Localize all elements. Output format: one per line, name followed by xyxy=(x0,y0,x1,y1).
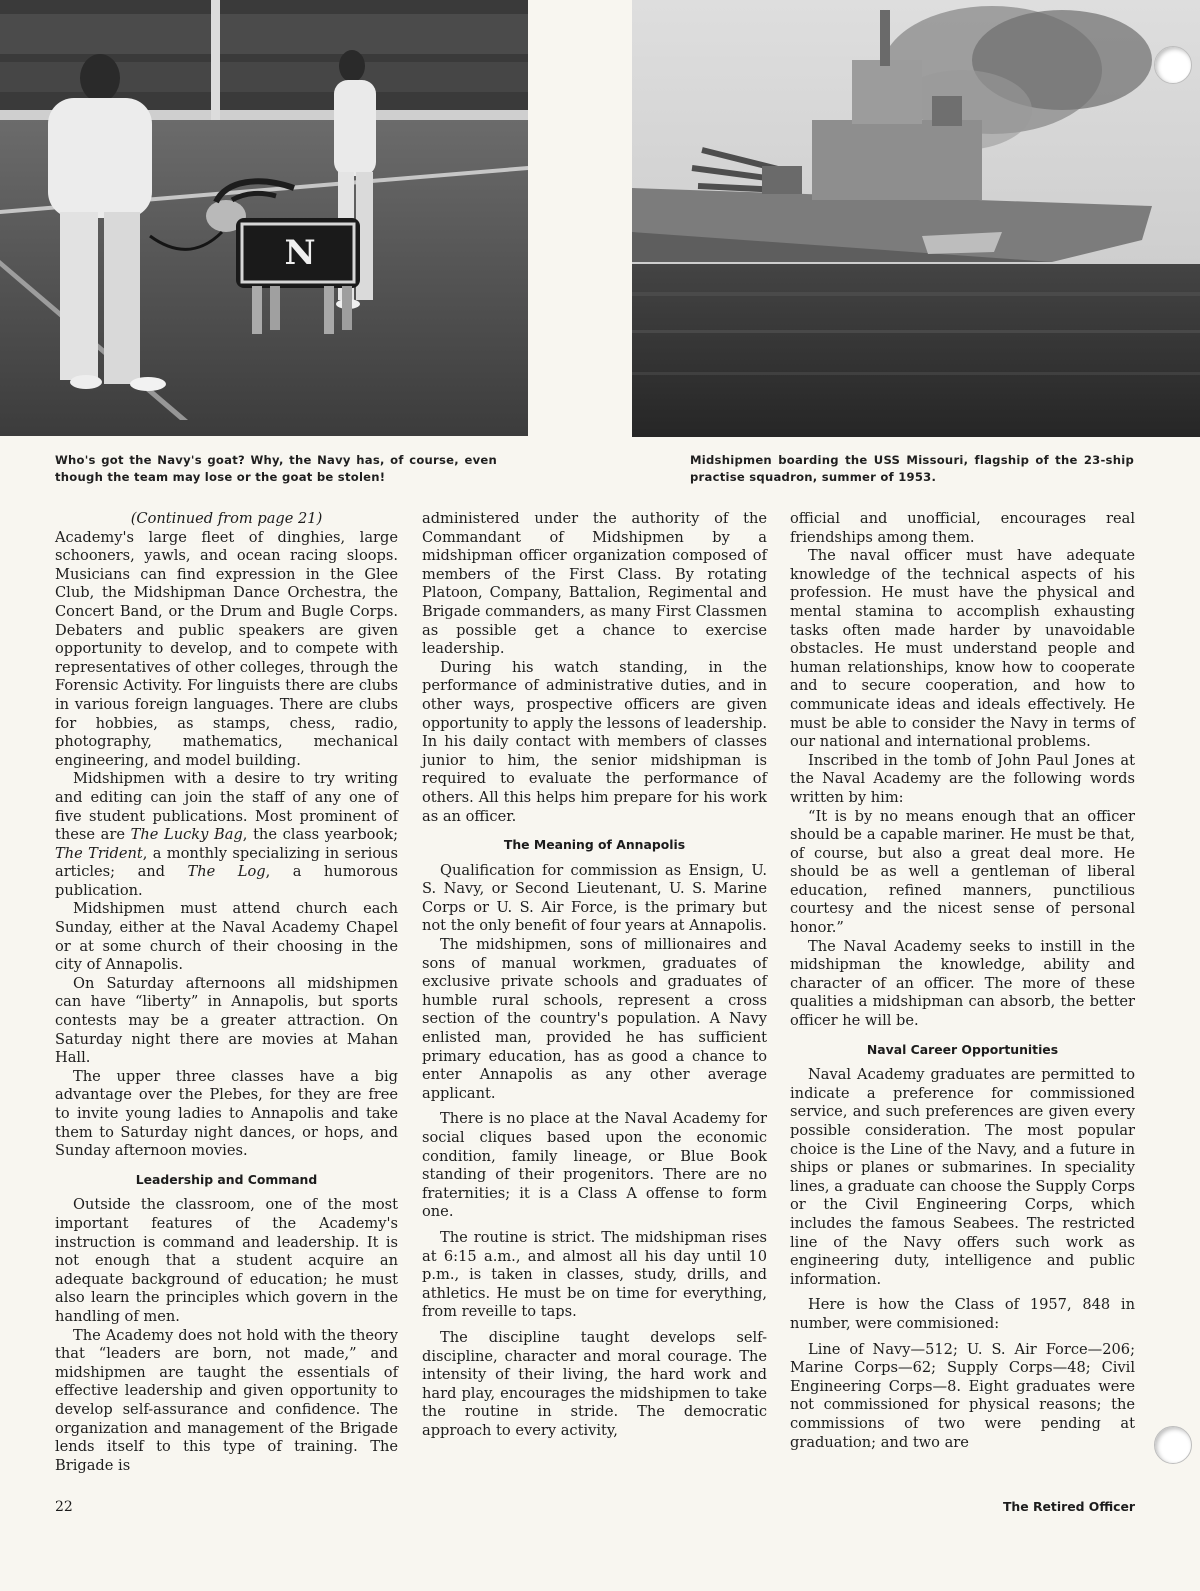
section-heading: Leadership and Command xyxy=(135,1171,318,1187)
section-heading: Naval Career Opportunities xyxy=(866,1041,1059,1057)
paragraph: Line of Navy—512; U. S. Air Force—206; Marine Corps—62; Supply Corps—48; Civil Engineering Corps—8. Eight graduates were not commissioned for physical reasons; the commissions of two were pending at graduation; and two are xyxy=(790,1340,1135,1451)
paragraph: During his watch standing, in the performance of administrative duties, and in other ways, prospective officers are given opportunity to apply the lessons of leadership. In his daily contact with members of classes junior to him, the senior midshipman is required to evaluate the performance of others. All this helps him prepare for his work as an officer. xyxy=(422,658,767,825)
paragraph: Here is how the Class of 1957, 848 in number, were commisioned: xyxy=(790,1296,1135,1332)
paragraph: The Academy does not hold with the theory that “leaders are born, not made,” and midshipmen are taught the essentials of effective leadership and given opportunity to develop self-assurance and confidence. The organization and management of the Brigade lends itself to this type of training. The Brigade is xyxy=(55,1326,398,1474)
paragraph: Qualification for commission as Ensign, U. S. Navy, or Second Lieutenant, U. S. Marine Corps or U. S. Air Force, is the primary but not the only benefit of four years at Annapolis. xyxy=(422,861,767,935)
article-column-3 xyxy=(790,510,1135,1452)
paragraph: The upper three classes have a big advantage over the Plebes, for they are free to invite young ladies to Annapolis and take them to Saturday night dances, or hops, and Sunday afternoon movies. xyxy=(55,1067,398,1160)
paragraph: The naval officer must have adequate knowledge of the technical aspects of his profession. He must have the physical and mental stamina to accomplish exhausting tasks often made harder by unavoidable obstacles. He must understand people and human relationships, know how to cooperate and to secure cooperation, and how to communicate ideas and ideals effectively. He must be able to consider the Navy in terms of our national and international problems. xyxy=(790,547,1135,751)
paragraph: Naval Academy graduates are permitted to indicate a preference for commissioned service, and such preferences are given every possible consideration. The most popular choice is the Line of the Navy, and a future in ships or planes or submarines. In speciality lines, a graduate can choose the Supply Corps or the Civil Engineering Corps, which includes the famous Seabees. The restricted line of the Navy offers such work as engineering duty, intelligence and public information. xyxy=(790,1066,1135,1288)
continued-note: (Continued from page 21) xyxy=(130,510,323,527)
paragraph: Inscribed in the tomb of John Paul Jones at the Naval Academy are the following words written by him: xyxy=(790,751,1135,806)
text: Midshipmen with a desire to try writing and editing can join the staff of any one of five student publications. Most prominent of these are xyxy=(55,770,398,844)
text: , the class yearbook; xyxy=(242,826,398,844)
goat-photo-caption: Who's got the Navy's goat? Why, the Navy has, of course, even though the team may lose or the goat be stolen! xyxy=(55,453,497,484)
publication-title: The Trident xyxy=(55,844,143,862)
paragraph: official and unofficial, encourages real friendships among them. xyxy=(790,510,1135,546)
missouri-photo-caption: Midshipmen boarding the USS Missouri, flagship of the 23-ship practise squadron, summer of 1953. xyxy=(690,453,1134,484)
article-column-1 xyxy=(55,510,398,1475)
paragraph: There is no place at the Naval Academy for social cliques based upon the economic condition, family lineage, or Blue Book standing of their progenitors. There are no fraternities; it is a Class A offense to form one. xyxy=(422,1110,767,1221)
page-number: 22 xyxy=(55,1499,73,1515)
text: , a humorous publication. xyxy=(55,863,398,899)
goat-mascot-photo xyxy=(0,0,528,436)
paragraph: The routine is strict. The midshipman rises at 6:15 a.m., and almost all his day until 10 p.m., is taken in classes, study, drills, and athletics. He must be on time for everything, from reveille to taps. xyxy=(422,1228,767,1321)
article-column-2 xyxy=(422,510,767,1441)
text: , a monthly specializing in serious articles; and xyxy=(55,844,399,881)
paragraph: On Saturday afternoons all midshipmen can have “liberty” in Annapolis, but sports contests may be a greater attraction. On Saturday night there are movies at Mahan Hall. xyxy=(55,974,398,1067)
quote-paragraph: “It is by no means enough that an officer should be a capable mariner. He must be that, of course, but also a great deal more. He should be as well a gentleman of liberal education, refined manners, punctilious courtesy and the nicest sense of personal honor.” xyxy=(790,807,1135,937)
magazine-title: The Retired Officer xyxy=(1002,1499,1135,1514)
paragraph: Outside the classroom, one of the most important features of the Academy's instruction is command and leadership. It is not enough that a student acquire an adequate background of education; he must also learn the principles which govern in the handling of men. xyxy=(55,1196,398,1325)
paragraph: The midshipmen, sons of millionaires and sons of manual workmen, graduates of exclusive private schools and graduates of humble rural schools, represent a cross section of the country's population. A Navy enlisted man, provided he has sufficient primary education, has as good a chance to enter Annapolis as any other average applicant. xyxy=(422,936,767,1102)
blanket-letter: N xyxy=(284,233,316,273)
binder-hole xyxy=(1154,46,1192,84)
publication-title: The Lucky Bag xyxy=(130,826,243,844)
paragraph-publications xyxy=(55,770,398,900)
uss-missouri-photo xyxy=(632,0,1200,437)
paragraph: Midshipmen must attend church each Sunday, either at the Naval Academy Chapel or at some church of their choosing in the city of Annapolis. xyxy=(55,900,398,974)
paragraph: Academy's large fleet of dinghies, large schooners, yawls, and ocean racing sloops. Musicians can find expression in the Glee Club, the Midshipman Dance Orchestra, the Concert Band, or the Drum and Bugle Corps. Debaters and public speakers are given opportunity to develop, and to compete with representatives of other colleges, through the Forensic Activity. For linguists there are clubs in various foreign languages. There are clubs for hobbies, as stamps, chess, radio, photography, mathematics, mechanical engineering, and model building. xyxy=(55,528,398,769)
section-heading: The Meaning of Annapolis xyxy=(503,837,686,853)
paragraph: The Naval Academy seeks to instill in the midshipman the knowledge, ability and character of an officer. The more of these qualities a midshipman can absorb, the better officer he will be. xyxy=(790,937,1135,1030)
publication-title: The Log xyxy=(187,863,266,881)
paragraph: The discipline taught develops self-discipline, character and moral courage. The intensity of their living, the hard work and hard play, encourages the midshipmen to take the routine in stride. The democratic approach to every activity, xyxy=(422,1328,767,1439)
binder-hole xyxy=(1154,1426,1192,1464)
paragraph: administered under the authority of the Commandant of Midshipmen by a midshipman officer organization composed of members of the First Class. By rotating Platoon, Company, Battalion, Regimental and Brigade commanders, as many First Classmen as possible get a chance to exercise leadership. xyxy=(422,510,767,658)
